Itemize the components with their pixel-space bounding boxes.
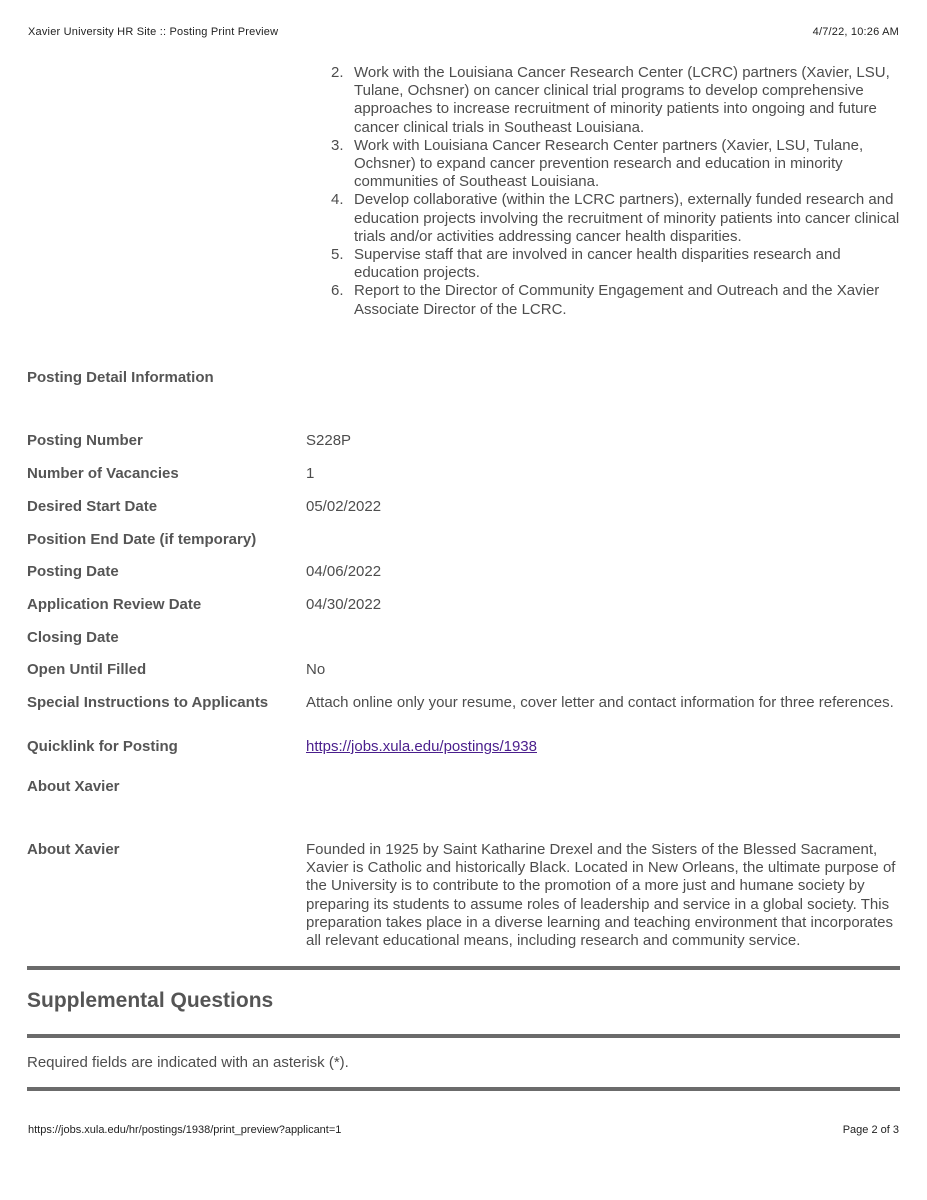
field-value-application-review-date: 04/30/2022 [306,596,382,613]
list-item [300,191,900,246]
required-fields-note: Required fields are indicated with an asterisk (*). [27,1054,349,1071]
list-number: 2. [331,64,344,81]
print-header-datetime: 4/7/22, 10:26 AM [812,26,899,38]
duties-list [300,64,900,319]
field-label-about-xavier: About Xavier [27,841,120,858]
field-label-special-instructions: Special Instructions to Applicants [27,694,269,711]
field-value-number-of-vacancies: 1 [306,465,315,482]
field-value-quicklink [306,738,900,756]
field-label-posting-date: Posting Date [27,563,119,580]
list-item [300,64,900,137]
field-value-about-xavier: Founded in 1925 by Saint Katharine Drexel and the Sisters of the Blessed Sacrament, Xavier is Catholic and historically Black. Located in New Orleans, the ultimate purpose of the University is to contribute to the promotion of a more just and humane society by preparing its students to assume roles of leadership and service in a global society. This preparation takes place in a diverse learning and teaching environment that incorporates all relevant educational means, including research and community service. [306,841,896,950]
field-value-open-until-filled: No [306,661,326,678]
list-item [300,246,900,282]
field-label-posting-number: Posting Number [27,432,143,449]
field-label-open-until-filled: Open Until Filled [27,661,147,678]
posting-detail-heading: Posting Detail Information [27,369,214,386]
list-text: Work with the Louisiana Cancer Research Center (LCRC) partners (Xavier, LSU, Tulane, Ochsner) on cancer clinical trial programs to develop comprehensive approaches to increase recruitment of minority patients into ongoing and future cancer clinical trials in Southeast Louisiana. [354,64,890,136]
field-label-closing-date: Closing Date [27,629,119,646]
field-value-desired-start-date: 05/02/2022 [306,498,382,515]
list-text: Work with Louisiana Cancer Research Center partners (Xavier, LSU, Tulane, Ochsner) to expand cancer prevention research and education in minority communities of Southeast Louisiana. [354,136,864,191]
field-value-posting-date: 04/06/2022 [306,563,382,580]
list-number: 3. [331,136,344,154]
field-label-application-review-date: Application Review Date [27,596,202,613]
supplemental-questions-heading: Supplemental Questions [27,989,274,1012]
section-divider [27,1034,900,1038]
field-value-posting-number: S228P [306,432,352,449]
print-header-title: Xavier University HR Site :: Posting Print Preview [28,26,279,38]
list-number: 6. [331,282,344,300]
list-item [300,137,900,192]
list-text: Report to the Director of Community Engagement and Outreach and the Xavier Associate Director of the LCRC. [354,282,880,318]
list-item [300,282,900,318]
field-label-desired-start-date: Desired Start Date [27,498,158,515]
print-footer-page-number: Page 2 of 3 [842,1124,899,1136]
list-text: Develop collaborative (within the LCRC partners), externally funded research and education projects involving the recruitment of minority patients into cancer clinical trials and/or activities addressing cancer health disparities. [354,191,900,245]
section-divider [27,966,900,970]
print-footer-url: https://jobs.xula.edu/hr/postings/1938/print_preview?applicant=1 [28,1124,342,1136]
field-label-quicklink: Quicklink for Posting [27,738,178,755]
quicklink-url-link[interactable]: https://jobs.xula.edu/postings/1938 [306,738,537,755]
field-label-number-of-vacancies: Number of Vacancies [27,465,179,482]
about-xavier-heading: About Xavier [27,778,120,795]
field-value-special-instructions: Attach online only your resume, cover letter and contact information for three references. [306,694,894,711]
list-text: Supervise staff that are involved in cancer health disparities research and education projects. [354,246,841,282]
list-number: 4. [331,191,344,209]
section-divider [27,1087,900,1091]
field-label-position-end-date: Position End Date (if temporary) [27,531,257,548]
list-number: 5. [331,246,344,264]
